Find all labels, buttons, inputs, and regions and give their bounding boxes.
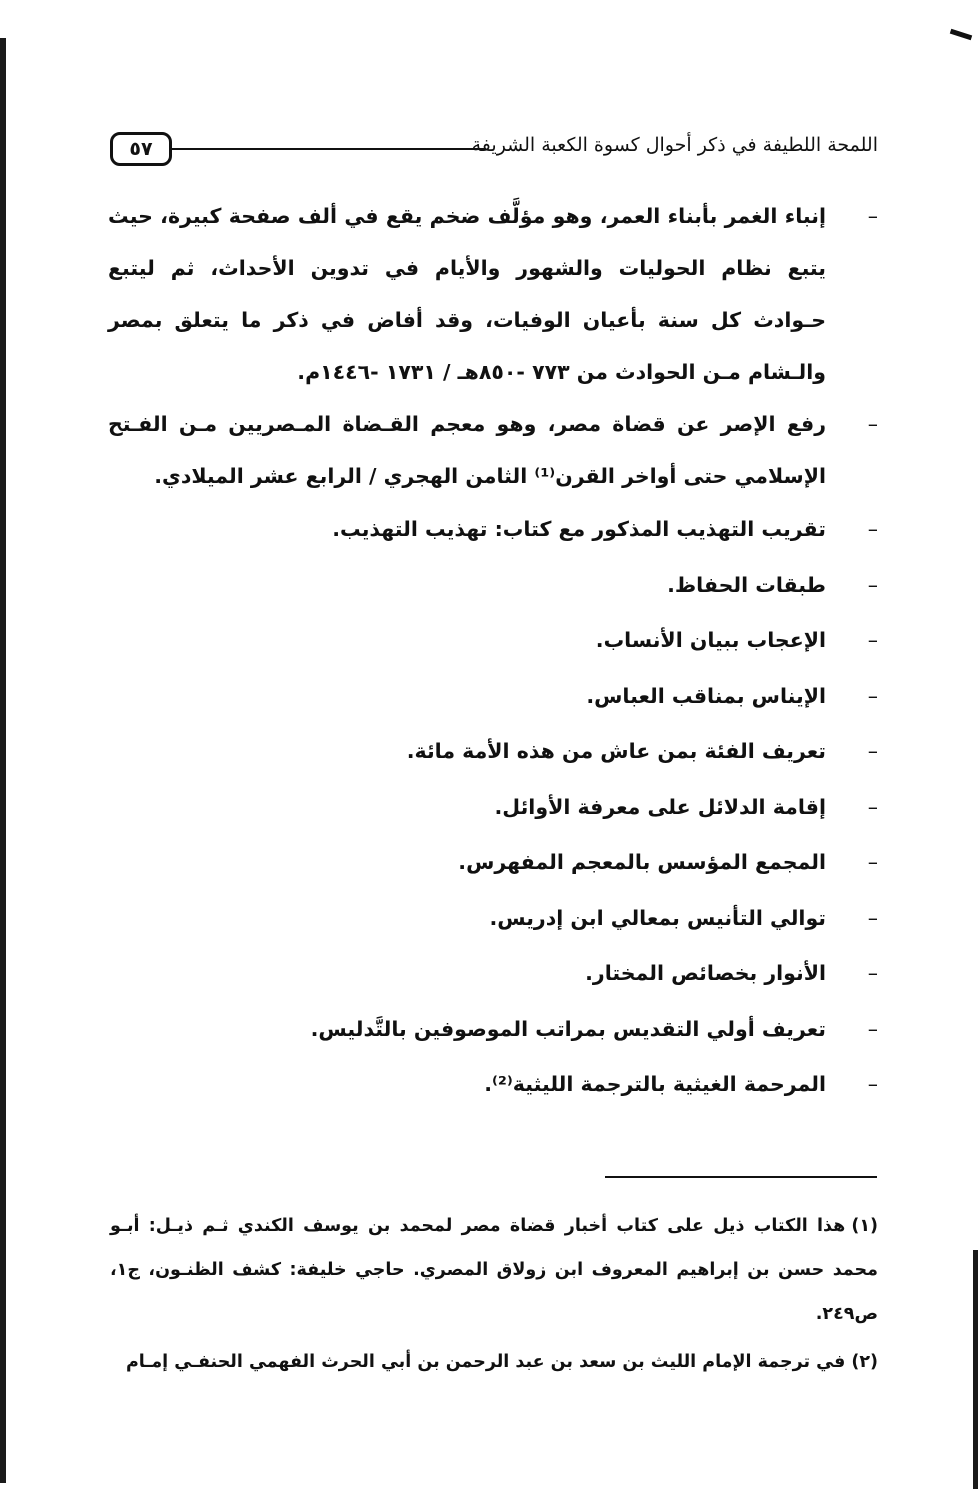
list-dash: –	[867, 739, 878, 763]
running-title: اللمحة اللطيفة في ذكر أحوال كسوة الكعبة الشريفة	[471, 134, 878, 156]
footnote-text: هذا الكتاب ذيل على كتاب أخبار قضاة مصر لمحمد بن يوسف الكندي ثـم ذيـل: أبـو محمد حسن بن إبراهيم المعروف ابن زولاق المصري. حاجي خليفة: كشف الظنـون، ج١، ص٢٤٩.	[110, 1216, 878, 1324]
list-dash: –	[867, 628, 878, 652]
list-item-text: إنباء الغمر بأبناء العمر، وهو مؤلَّف ضخم يقع في ألف صفحة كبيرة، حيث يتبع نظام الحوليات والشهور والأيام في تدوين الأحداث، ثم ليتبع حـوادث كل سنة بأعيان الوفيات، وقد أفاض في ذكر ما يتعلق بمصر والـشام مـن الحوادث من ٧٧٣ -٨٥٠هـ / ١٧٣١ -١٤٤٦م.	[108, 204, 826, 384]
scan-corner-mark	[950, 29, 972, 41]
list-item	[108, 1057, 878, 1113]
list-item	[108, 891, 878, 947]
list-dash: –	[867, 905, 878, 930]
footnote-text: في ترجمة الإمام الليث بن سعد بن عبد الرحمن بن أبي الحرث الفهمي الحنفـي إمـام	[125, 1352, 846, 1372]
list-item-text: تقريب التهذيب المذكور مع كتاب: تهذيب التهذيب.	[332, 517, 826, 541]
list-dash: –	[867, 1016, 878, 1041]
header-rule	[172, 148, 486, 150]
list-dash: –	[867, 572, 878, 597]
list-item-text: الأنوار بخصائص المختار.	[585, 961, 826, 985]
page-header	[110, 124, 878, 168]
list-item	[108, 724, 878, 780]
list-dash: –	[867, 794, 878, 819]
list-item-text: الإيناس بمناقب العباس.	[586, 683, 826, 708]
list-dash: –	[867, 412, 878, 436]
list-item	[108, 558, 878, 614]
page-number: ٥٧	[110, 132, 172, 166]
scan-edge-right	[973, 1250, 978, 1489]
list-item-text: تعريف الفئة بمن عاش من هذه الأمة مائة.	[406, 739, 826, 763]
footnote-number: (٢)	[851, 1352, 878, 1372]
list-item-text: توالي التأنيس بمعالي ابن إدريس.	[489, 905, 826, 930]
list-item-text: المرحمة الغيثية بالترجمة الليثية⁽²⁾.	[484, 1072, 826, 1096]
list-item-text: الإعجاب ببيان الأنساب.	[595, 628, 826, 652]
footnote-separator	[605, 1176, 877, 1178]
footnote-number: (١)	[851, 1216, 878, 1236]
list-item	[108, 190, 878, 398]
list-dash: –	[867, 683, 878, 708]
list-item-text: تعريف أولي التقديس بمراتب الموصوفين بالتَّدليس.	[310, 1016, 826, 1041]
list-dash: –	[867, 1072, 878, 1096]
list-item	[108, 502, 878, 558]
list-dash: –	[867, 204, 878, 228]
list-dash: –	[867, 850, 878, 874]
list-item-text: إقامة الدلائل على معرفة الأوائل.	[494, 794, 826, 819]
list-item-text: المجمع المؤسس بالمعجم المفهرس.	[458, 850, 826, 874]
book-list	[108, 190, 878, 1113]
list-item	[108, 835, 878, 891]
list-item	[108, 398, 878, 502]
footnote	[110, 1340, 878, 1384]
list-item	[108, 613, 878, 669]
scan-edge-left	[0, 38, 6, 1483]
list-item-text: رفع الإصر عن قضاة مصر، وهو معجم القـضاة المـصريين مـن الفـتح الإسلامي حتى أواخر القرن⁽¹⁾ الثامن الهجري / الرابع عشر الميلادي.	[108, 412, 826, 488]
list-item	[108, 1002, 878, 1058]
list-dash: –	[867, 517, 878, 541]
footnote	[110, 1204, 878, 1336]
list-item-text: طبقات الحفاظ.	[667, 572, 826, 597]
list-dash: –	[867, 961, 878, 985]
list-item	[108, 780, 878, 836]
list-item	[108, 946, 878, 1002]
list-item	[108, 669, 878, 725]
footnotes	[110, 1204, 878, 1384]
